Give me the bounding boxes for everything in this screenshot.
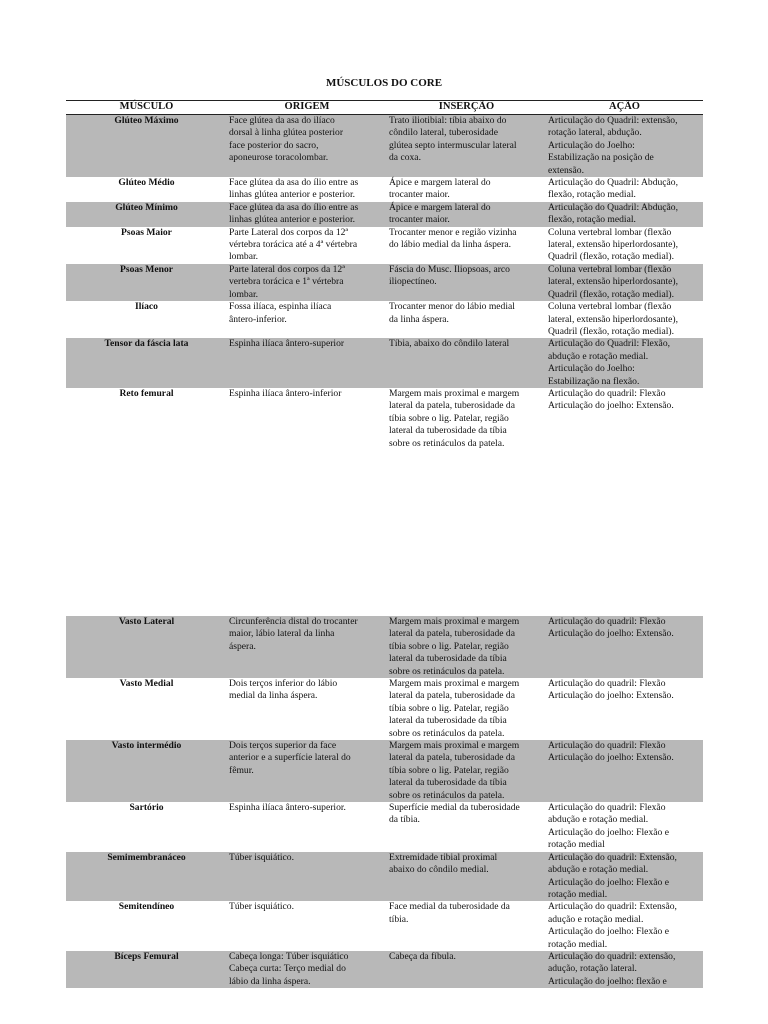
cell-line: Articulação do quadril: Extensão, <box>548 901 677 913</box>
cell-line: Trocanter menor do lábio medial <box>389 301 515 313</box>
cell-musculo: Sartório <box>129 802 164 814</box>
cell-musculo: Vasto intermédio <box>66 740 227 802</box>
cell-line: extensão. <box>548 164 584 176</box>
cell-line: tíbia sobre o lig. Patelar, região <box>389 412 509 424</box>
cell-line: adução, rotação lateral. <box>548 963 637 975</box>
cell-line: Trocanter menor e região vizinha <box>389 226 517 238</box>
cell-line: Coluna vertebral lombar (flexão <box>548 226 672 238</box>
table-row <box>66 264 703 301</box>
cell-line: Articulação do joelho: Flexão e <box>548 926 669 938</box>
table-row <box>66 802 703 852</box>
cell-line: Parte Lateral dos corpos da 12ª <box>229 226 349 238</box>
cell-line: Articulação do quadril: Extensão, <box>548 851 677 863</box>
cell-line: abdução e rotação medial. <box>548 350 649 362</box>
cell-line: vertebra torácica e 1ª vértebra <box>229 276 344 288</box>
cell-origem <box>227 301 387 338</box>
cell-line: Dois terços superior da face <box>229 740 337 752</box>
cell-line: Espinha ilíaca ântero-superior <box>229 338 345 350</box>
cell-line: lateral, extensão hiperlordosante), <box>548 313 678 325</box>
cell-line: lateral da patela, tuberosidade da <box>389 752 515 764</box>
table-row <box>66 338 703 388</box>
cell-line: flexão, rotação medial. <box>548 189 636 201</box>
cell-insercao <box>387 264 546 301</box>
cell-acao <box>546 616 703 678</box>
cell-line: Cabeça da fíbula. <box>389 950 456 962</box>
cell-line: dorsal à linha glútea posterior <box>229 127 344 139</box>
cell-line: sobre os retináculos da patela. <box>389 727 505 739</box>
cell-line: tíbia sobre o lig. Patelar, região <box>389 640 509 652</box>
header-insercao: INSERÇÃO <box>387 101 546 115</box>
cell-line: Margem mais proximal e margem <box>389 615 520 627</box>
cell-line: ântero-inferior. <box>229 313 287 325</box>
cell-line: Face medial da tuberosidade da <box>389 901 510 913</box>
cell-line: abdução e rotação medial. <box>548 814 649 826</box>
table-row <box>66 951 703 988</box>
cell-musculo: Ilíaco <box>135 301 158 313</box>
cell-line: tíbia. <box>389 913 409 925</box>
cell-line: Articulação do Quadril: extensão, <box>548 115 678 126</box>
table-row <box>66 301 703 338</box>
cell-line: lateral da tuberosidade da tíbia <box>389 653 507 665</box>
cell-line: vértebra torácica até a 4ª vértebra <box>229 239 358 251</box>
cell-musculo: Bíceps Femural <box>66 951 227 988</box>
cell-acao <box>546 802 703 852</box>
cell-line: Coluna vertebral lombar (flexão <box>548 301 672 313</box>
cell-line: Articulação do quadril: Flexão <box>548 678 666 689</box>
cell-musculo: Vasto Medial <box>119 678 174 689</box>
cell-line: medial da linha áspera. <box>229 690 318 702</box>
cell-line: Parte lateral dos corpos da 12ª <box>229 263 345 275</box>
cell-acao <box>546 951 703 988</box>
cell-line: Articulação do quadril: Flexão <box>548 387 666 399</box>
cell-line: anterior e a superfície lateral do <box>229 752 351 764</box>
table-header-row <box>66 101 703 115</box>
cell-line: Articulação do joelho: Extensão. <box>548 690 674 702</box>
cell-origem <box>227 177 387 202</box>
cell-line: tíbia sobre o lig. Patelar, região <box>389 764 509 776</box>
cell-line: Espinha ilíaca ântero-inferior <box>229 387 342 399</box>
cell-acao <box>546 301 703 338</box>
cell-line: lombar. <box>229 288 259 300</box>
cell-line: Articulação do joelho: Flexão e <box>548 876 669 888</box>
cell-line: rotação medial. <box>548 888 608 900</box>
cell-line: lombar. <box>229 251 259 263</box>
header-musculo: MÚSCULO <box>66 101 227 115</box>
cell-insercao <box>387 740 546 802</box>
cell-line: Articulação do joelho: Extensão. <box>548 628 674 640</box>
cell-line: Articulação do Quadril: Abdução, <box>548 201 679 213</box>
cell-line: Articulação do joelho: Extensão. <box>548 400 674 412</box>
cell-line: Margem mais proximal e margem <box>389 678 520 689</box>
cell-acao <box>546 264 703 301</box>
cell-musculo: Glúteo Máximo <box>66 115 227 178</box>
cell-line: trocanter maior. <box>389 214 450 226</box>
table-row <box>66 202 703 227</box>
cell-line: Coluna vertebral lombar (flexão <box>548 263 672 275</box>
cell-line: tíbia sobre o lig. Patelar, região <box>389 702 509 714</box>
cell-line: Articulação do Quadril: Abdução, <box>548 177 679 189</box>
cell-acao <box>546 901 703 951</box>
cell-origem <box>227 616 387 678</box>
cell-line: Cabeça curta: Terço medial do <box>229 963 346 975</box>
table-row <box>66 852 703 902</box>
cell-acao <box>546 740 703 802</box>
page-gap <box>66 450 703 616</box>
cell-line: rotação lateral, abdução. <box>548 127 642 139</box>
cell-origem <box>227 802 387 852</box>
cell-line: Estabilização na flexão. <box>548 375 640 387</box>
cell-origem <box>227 678 387 740</box>
table-row <box>66 177 703 202</box>
cell-line: fêmur. <box>229 764 254 776</box>
cell-line: Articulação do quadril: Flexão <box>548 615 666 627</box>
cell-line: Articulação do quadril: extensão, <box>548 950 676 962</box>
cell-line: Extremidade tibial proximal <box>389 851 498 863</box>
cell-line: da tíbia. <box>389 814 420 826</box>
cell-insercao <box>387 852 546 902</box>
cell-line: Articulação do Joelho: <box>548 363 635 375</box>
cell-musculo: Psoas Maior <box>121 226 172 238</box>
cell-line: do lábio medial da linha áspera. <box>389 239 512 251</box>
cell-insercao <box>387 951 546 988</box>
cell-acao <box>546 678 703 740</box>
cell-line: Quadril (flexão, rotação medial). <box>548 288 674 300</box>
cell-origem <box>227 951 387 988</box>
table-row <box>66 901 703 951</box>
cell-musculo: Glúteo Mínimo <box>66 202 227 227</box>
cell-line: adução e rotação medial. <box>548 913 644 925</box>
cell-line: lateral da tuberosidade da tíbia <box>389 777 507 789</box>
cell-insercao <box>387 227 546 264</box>
cell-line: sobre os retináculos da patela. <box>389 665 505 677</box>
cell-musculo: Vasto Lateral <box>66 616 227 678</box>
table-body <box>66 115 703 989</box>
cell-line: Túber isquiático. <box>229 901 295 913</box>
cell-origem <box>227 388 387 450</box>
cell-musculo: Semimembranáceo <box>66 852 227 902</box>
cell-acao <box>546 115 703 178</box>
cell-insercao <box>387 177 546 202</box>
cell-line: Quadril (flexão, rotação medial). <box>548 325 674 337</box>
cell-line: Superfície medial da tuberosidade <box>389 802 520 814</box>
cell-line: linhas glútea anterior e posterior. <box>229 214 356 226</box>
cell-line: lateral, extensão hiperlordosante), <box>548 276 678 288</box>
cell-line: lábio da linha áspera. <box>229 975 311 987</box>
cell-musculo: Reto femural <box>119 387 174 399</box>
cell-line: Articulação do joelho: Flexão e <box>548 826 669 838</box>
cell-insercao <box>387 202 546 227</box>
cell-line: Trato iliotibial: tíbia abaixo do <box>389 115 507 126</box>
table-row <box>66 740 703 802</box>
cell-line: flexão, rotação medial. <box>548 214 636 226</box>
cell-line: Dois terços inferior do lábio <box>229 678 338 689</box>
cell-musculo: Glúteo Médio <box>118 177 175 189</box>
cell-origem <box>227 852 387 902</box>
cell-insercao <box>387 678 546 740</box>
cell-line: Margem mais proximal e margem <box>389 387 520 399</box>
cell-musculo: Tensor da fáscia lata <box>66 338 227 388</box>
cell-line: Articulação do quadril: Flexão <box>548 740 666 752</box>
cell-line: Fáscia do Musc. Iliopsoas, arco <box>389 263 510 275</box>
cell-origem <box>227 264 387 301</box>
cell-line: da coxa. <box>389 152 421 164</box>
cell-line: Articulação do joelho: flexão e <box>548 975 667 987</box>
cell-origem <box>227 901 387 951</box>
table-row <box>66 388 703 450</box>
cell-origem <box>227 227 387 264</box>
cell-line: Face glútea da asa do ílio entre as <box>229 177 359 189</box>
cell-line: face posterior do sacro, <box>229 139 319 151</box>
cell-line: lateral da patela, tuberosidade da <box>389 628 515 640</box>
cell-insercao <box>387 388 546 450</box>
cell-musculo: Psoas Menor <box>66 264 227 301</box>
cell-line: lateral da patela, tuberosidade da <box>389 690 515 702</box>
cell-line: Articulação do joelho: Extensão. <box>548 752 674 764</box>
cell-insercao <box>387 301 546 338</box>
cell-line: Circunferência distal do trocanter <box>229 615 358 627</box>
cell-line: glútea septo intermuscular lateral <box>389 139 517 151</box>
cell-line: rotação medial. <box>548 938 608 950</box>
cell-acao <box>546 852 703 902</box>
cell-insercao <box>387 802 546 852</box>
table-row <box>66 678 703 740</box>
cell-line: Articulação do Quadril: Flexão, <box>548 338 671 350</box>
cell-line: Cabeça longa: Túber isquiático <box>229 950 349 962</box>
cell-line: lateral da tuberosidade da tíbia <box>389 425 507 437</box>
cell-acao <box>546 202 703 227</box>
cell-insercao <box>387 901 546 951</box>
cell-line: linhas glútea anterior e posterior. <box>229 189 356 201</box>
cell-insercao <box>387 115 546 178</box>
cell-line: Face glútea da asa do ílio entre as <box>229 201 359 213</box>
muscles-table <box>66 100 703 988</box>
cell-line: Tíbia, abaixo do côndilo lateral <box>389 338 510 350</box>
cell-line: abdução e rotação medial. <box>548 864 649 876</box>
page-title: MÚSCULOS DO CORE <box>325 77 443 89</box>
cell-line: sobre os retináculos da patela. <box>389 789 505 801</box>
cell-line: Quadril (flexão, rotação medial). <box>548 251 674 263</box>
cell-line: Ápice e margem lateral do <box>389 201 491 213</box>
table-row <box>66 616 703 678</box>
cell-line: abaixo do côndilo medial. <box>389 864 489 876</box>
cell-origem <box>227 202 387 227</box>
table-row <box>66 115 703 178</box>
cell-line: rotação medial <box>548 839 605 851</box>
cell-insercao <box>387 616 546 678</box>
cell-line: Ápice e margem lateral do <box>389 177 491 189</box>
table-row <box>66 227 703 264</box>
cell-line: Túber isquiático. <box>229 851 295 863</box>
cell-acao <box>546 388 703 450</box>
cell-line: lateral, extensão hiperlordosante), <box>548 239 678 251</box>
cell-musculo: Semitendíneo <box>118 901 175 913</box>
header-acao: AÇÃO <box>546 101 703 115</box>
cell-line: trocanter maior. <box>389 189 450 201</box>
cell-acao <box>546 177 703 202</box>
cell-line: maior, lábio lateral da linha <box>229 628 335 640</box>
cell-line: lateral da patela, tuberosidade da <box>389 400 515 412</box>
cell-line: sobre os retináculos da patela. <box>389 437 505 449</box>
cell-insercao <box>387 338 546 388</box>
cell-line: lateral da tuberosidade da tíbia <box>389 715 507 727</box>
cell-line: da linha áspera. <box>389 313 449 325</box>
cell-line: Estabilização na posição de <box>548 152 654 164</box>
cell-line: Face glútea da asa do ilíaco <box>229 115 335 126</box>
cell-line: áspera. <box>229 640 256 652</box>
cell-line: Articulação do Joelho: <box>548 139 635 151</box>
cell-line: côndilo lateral, tuberosidade <box>389 127 498 139</box>
cell-line: Espinha ilíaca ântero-superior. <box>229 802 346 814</box>
page-gap-cell <box>66 450 703 616</box>
cell-line: iliopectíneo. <box>389 276 437 288</box>
cell-acao <box>546 338 703 388</box>
cell-line: Articulação do quadril: Flexão <box>548 802 666 814</box>
cell-line: Margem mais proximal e margem <box>389 740 520 752</box>
cell-origem <box>227 740 387 802</box>
cell-line: Fossa ilíaca, espinha ilíaca <box>229 301 332 313</box>
header-origem: ORIGEM <box>227 101 387 115</box>
cell-acao <box>546 227 703 264</box>
cell-origem <box>227 115 387 178</box>
cell-origem <box>227 338 387 388</box>
cell-line: aponeurose toracolombar. <box>229 152 329 164</box>
